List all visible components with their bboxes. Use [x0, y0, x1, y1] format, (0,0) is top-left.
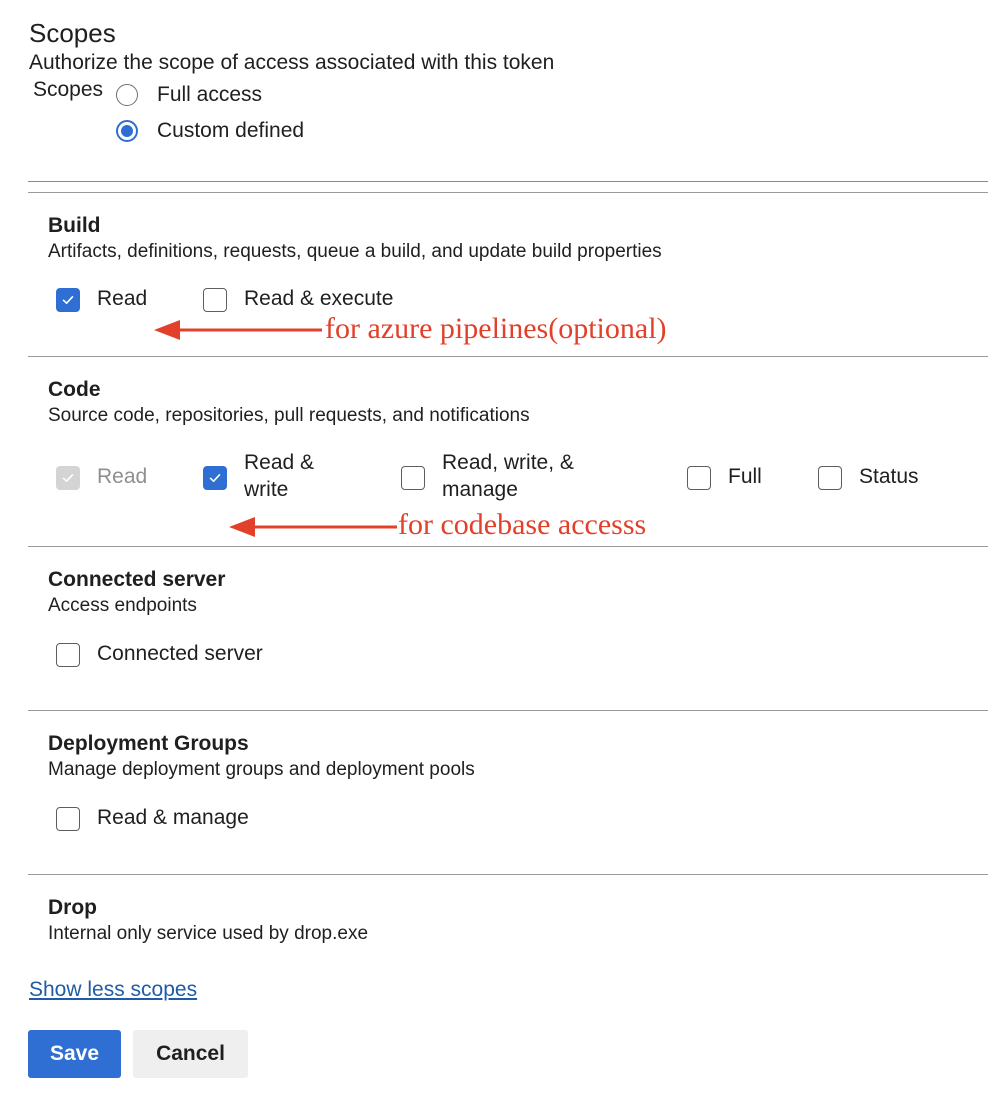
code-read-write-manage-label-line1[interactable]: Read, write, &	[442, 451, 574, 474]
cancel-button[interactable]: Cancel	[133, 1030, 248, 1078]
full-access-label[interactable]: Full access	[157, 83, 263, 106]
full-access-radio[interactable]	[116, 84, 138, 106]
check-icon	[60, 470, 76, 486]
check-icon	[60, 292, 76, 308]
build-read-execute-checkbox[interactable]	[203, 288, 227, 312]
code-status-checkbox[interactable]	[818, 466, 842, 490]
code-status-label[interactable]: Status	[859, 465, 919, 488]
code-read-write-label-line2[interactable]: write	[244, 478, 289, 501]
divider	[28, 546, 988, 547]
drop-section-description: Internal only service used by drop.exe	[48, 923, 369, 944]
build-section-description: Artifacts, definitions, requests, queue a build, and update build properties	[48, 241, 662, 262]
build-read-label[interactable]: Read	[97, 287, 148, 310]
page-title: Scopes	[29, 18, 116, 48]
connected-server-checkbox[interactable]	[56, 643, 80, 667]
annotation-arrow-icon	[150, 318, 325, 342]
divider	[28, 192, 988, 193]
build-section-title: Build	[48, 214, 101, 237]
code-read-write-manage-checkbox[interactable]	[401, 466, 425, 490]
scopes-radio-group-label: Scopes	[33, 78, 104, 101]
divider	[28, 356, 988, 357]
code-read-write-label-line1[interactable]: Read &	[244, 451, 315, 474]
build-read-execute-label[interactable]: Read & execute	[244, 287, 394, 310]
save-button[interactable]: Save	[28, 1030, 121, 1078]
divider	[28, 710, 988, 711]
custom-defined-radio[interactable]	[116, 120, 138, 142]
deployment-groups-read-manage-checkbox[interactable]	[56, 807, 80, 831]
build-read-checkbox[interactable]	[56, 288, 80, 312]
connected-server-label[interactable]: Connected server	[97, 642, 263, 665]
code-read-label: Read	[97, 465, 148, 488]
deployment-groups-section-description: Manage deployment groups and deployment pools	[48, 759, 475, 780]
deployment-groups-read-manage-label[interactable]: Read & manage	[97, 806, 249, 829]
code-annotation: for codebase accesss	[398, 508, 647, 541]
connected-server-section-description: Access endpoints	[48, 595, 197, 616]
custom-defined-label[interactable]: Custom defined	[157, 119, 305, 142]
check-icon	[207, 470, 223, 486]
code-section-description: Source code, repositories, pull requests, and notifications	[48, 405, 530, 426]
code-read-checkbox	[56, 466, 80, 490]
code-section-title: Code	[48, 378, 101, 401]
drop-section-title: Drop	[48, 896, 97, 919]
code-full-label[interactable]: Full	[728, 465, 762, 488]
divider	[28, 874, 988, 875]
page-subtitle: Authorize the scope of access associated with this token	[29, 51, 555, 74]
build-annotation: for azure pipelines(optional)	[325, 312, 667, 345]
deployment-groups-section-title: Deployment Groups	[48, 732, 249, 755]
divider	[28, 181, 988, 182]
connected-server-section-title: Connected server	[48, 568, 226, 591]
code-read-write-checkbox[interactable]	[203, 466, 227, 490]
code-read-write-manage-label-line2[interactable]: manage	[442, 478, 518, 501]
annotation-arrow-icon	[225, 515, 400, 539]
code-full-checkbox[interactable]	[687, 466, 711, 490]
show-less-scopes-link[interactable]: Show less scopes	[29, 978, 198, 1001]
